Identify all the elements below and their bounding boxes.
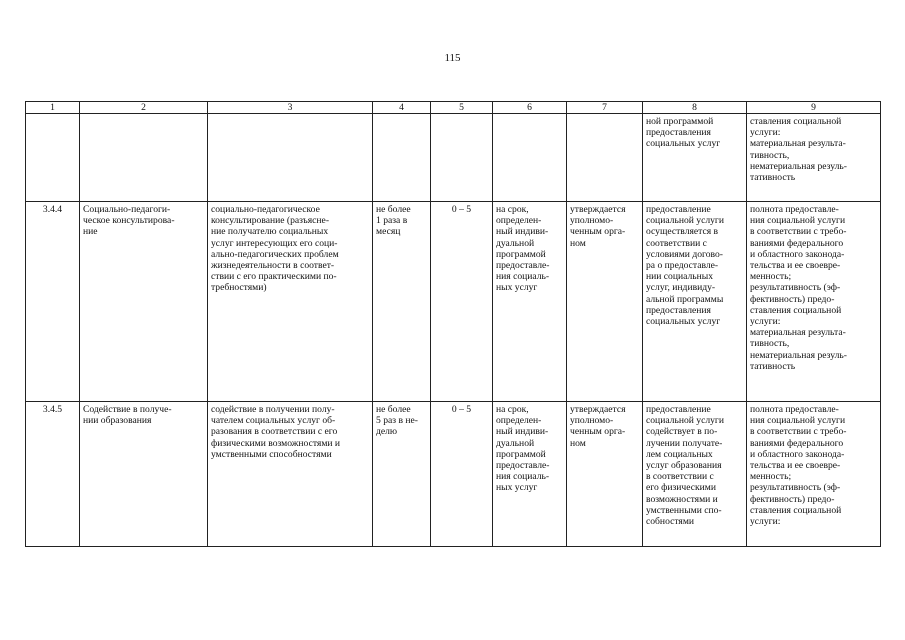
service-frequency: не более 5 раз в не- делю [376, 404, 418, 438]
column-header: 2 [80, 102, 208, 114]
service-name: Социально-педагоги- ческое консультирова- ние [83, 204, 175, 238]
service-quality-indicators: полнота предоставле- ния социальной услуги в соответствии с требо- ваниями федерального и областного законода- тельства и ее своевре- менность; результативность (эф- фективность) предо- ставления социальной услуги: [750, 404, 847, 528]
column-header: 9 [747, 102, 881, 114]
service-conditions: предоставление социальной услуги осуществляется в соответствии с условиями догово- ра о предоставле- нии социальных услуг, индивиду- альной программы предоставления социальных услуг [646, 204, 725, 328]
service-number: 3.4.4 [42, 204, 63, 215]
column-header: 6 [493, 102, 567, 114]
service-term: на срок, определен- ный индиви- дуальной программой предоставле- ния социаль- ных услуг [496, 204, 550, 294]
services-table [25, 101, 881, 547]
service-number: 3.4.5 [42, 404, 63, 415]
service-description: содействие в получении полу- чателем социальных услуг об- разования в соответствии с его физическими возможностями и умственными способностями [211, 404, 341, 460]
service-amount: 0 – 5 [451, 404, 472, 415]
service-approval: утверждается уполномо- ченным орга- ном [570, 404, 626, 449]
service-amount: 0 – 5 [451, 204, 472, 215]
column-header: 1 [26, 102, 80, 114]
table-row-3-4-5 [26, 402, 881, 547]
page-number: 115 [444, 52, 461, 64]
service-approval: утверждается уполномо- ченным орга- ном [570, 204, 626, 249]
service-quality-indicators: полнота предоставле- ния социальной услуги в соответствии с требо- ваниями федерального и областного законода- тельства и ее своевре- менность; результативность (эф- фективность) предо- ставления социальной услуги: материальная результа- тивность, нематериальная резуль- тативность [750, 204, 847, 372]
column-header: 5 [431, 102, 493, 114]
service-frequency: не более 1 раза в месяц [376, 204, 411, 238]
service-conditions: предоставление социальной услуги содействует в по- лучении получате- лем социальных услуг образования в соответствии с его физическими возможностями и умственными спо- собностями [646, 404, 725, 528]
table-row-3-4-4 [26, 202, 881, 402]
column-number-header-row [26, 102, 881, 114]
service-term: на срок, определен- ный индиви- дуальной программой предоставле- ния социаль- ных услуг [496, 404, 550, 494]
column-header: 4 [373, 102, 431, 114]
service-conditions: ной программой предоставления социальных услуг [646, 116, 721, 150]
table-row-continuation [26, 114, 881, 202]
column-header: 7 [567, 102, 643, 114]
service-description: социально-педагогическое консультирование (разъясне- ние получателю социальных услуг интересующих его соци- ально-педагогических проблем жизнедеятельности в соответ- ствии с его практическими по- требностями) [211, 204, 339, 294]
column-header: 8 [643, 102, 747, 114]
column-header: 3 [208, 102, 373, 114]
service-name: Содействие в получе- нии образования [83, 404, 172, 427]
service-quality-indicators: ставления социальной услуги: материальная результа- тивность, нематериальная резуль- тативность [750, 116, 847, 184]
